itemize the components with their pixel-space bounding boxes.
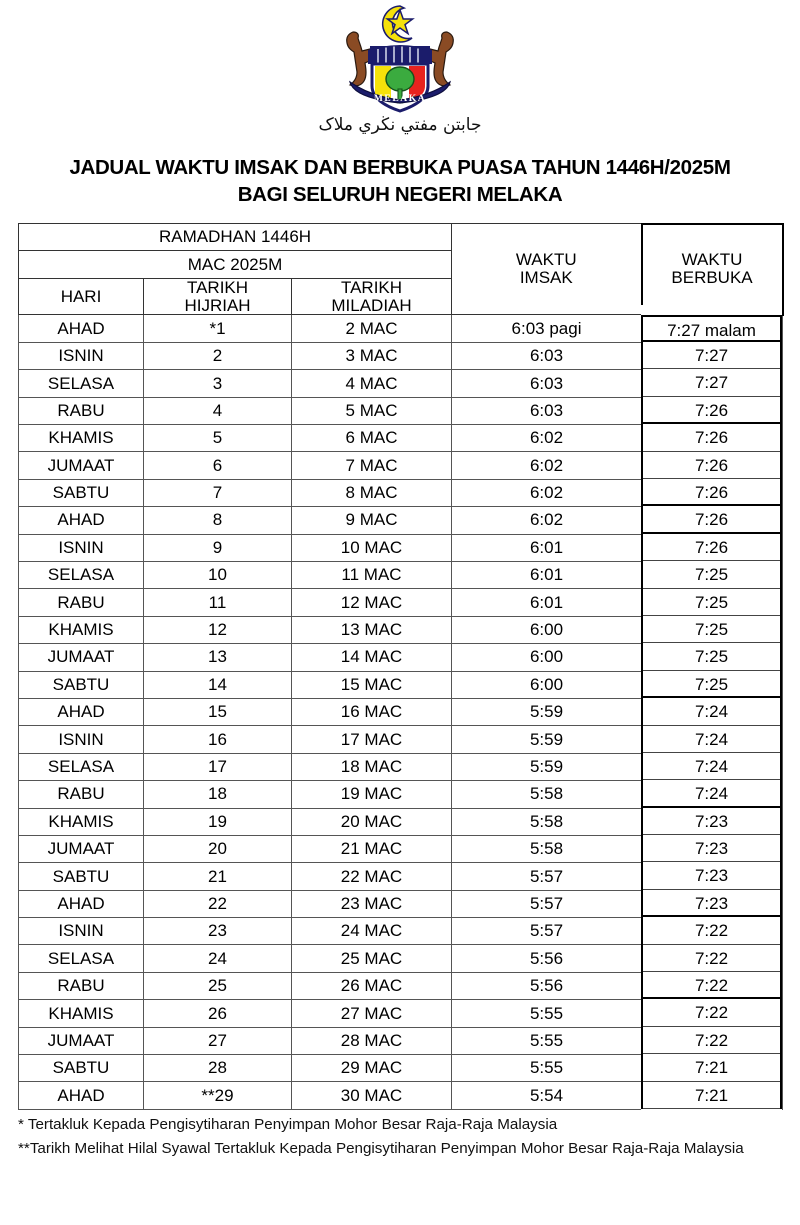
document-header	[0, 0, 800, 134]
cell-tarikh-miladiah: 4 MAC	[292, 370, 452, 397]
cell-waktu-imsak: 6:03 pagi	[452, 315, 642, 342]
cell-tarikh-miladiah: 9 MAC	[292, 507, 452, 534]
cell-hari: ISNIN	[19, 342, 144, 369]
jawi-department-name: جابتن مفتي نڬري ملاک	[318, 115, 482, 135]
melaka-crest-icon	[320, 4, 480, 116]
cell-tarikh-miladiah: 28 MAC	[292, 1027, 452, 1054]
cell-waktu-imsak: 6:02	[452, 452, 642, 479]
cell-hari: AHAD	[19, 1082, 144, 1109]
column-header-waktu-imsak-line2: IMSAK	[519, 268, 573, 288]
cell-tarikh-miladiah: 18 MAC	[292, 753, 452, 780]
cell-tarikh-miladiah: 5 MAC	[292, 397, 452, 424]
cell-waktu-imsak: 6:02	[452, 507, 642, 534]
cell-tarikh-miladiah: 7 MAC	[292, 452, 452, 479]
cell-hari: RABU	[19, 781, 144, 808]
cell-waktu-berbuka: 7:24	[643, 698, 780, 725]
cell-tarikh-hijriah: 11	[144, 589, 292, 616]
cell-hari: KHAMIS	[19, 425, 144, 452]
cell-tarikh-miladiah: 14 MAC	[292, 644, 452, 671]
cell-tarikh-hijriah: *1	[144, 315, 292, 342]
cell-tarikh-miladiah: 24 MAC	[292, 918, 452, 945]
cell-waktu-berbuka: 7:27 malam	[643, 315, 780, 342]
cell-tarikh-hijriah: 26	[144, 1000, 292, 1027]
cell-waktu-berbuka: 7:26	[643, 452, 780, 479]
cell-tarikh-hijriah: 10	[144, 561, 292, 588]
cell-tarikh-miladiah: 25 MAC	[292, 945, 452, 972]
cell-waktu-imsak: 6:01	[452, 589, 642, 616]
cell-hari: RABU	[19, 972, 144, 999]
cell-waktu-berbuka: 7:26	[643, 397, 780, 424]
cell-tarikh-miladiah: 27 MAC	[292, 1000, 452, 1027]
cell-tarikh-hijriah: 20	[144, 835, 292, 862]
cell-tarikh-miladiah: 10 MAC	[292, 534, 452, 561]
cell-hari: JUMAAT	[19, 835, 144, 862]
column-header-tarikh-hijriah-line2: HIJRIAH	[184, 295, 251, 315]
column-header-waktu-berbuka	[642, 224, 783, 315]
footnote-2: **Tarikh Melihat Hilal Syawal Tertakluk Kepada Pengisytiharan Penyimpan Mohor Besar Raja-Raja Malaysia	[18, 1139, 744, 1157]
cell-tarikh-hijriah: 22	[144, 890, 292, 917]
cell-waktu-berbuka: 7:22	[643, 945, 780, 972]
cell-waktu-imsak: 6:02	[452, 425, 642, 452]
cell-tarikh-hijriah: 16	[144, 726, 292, 753]
cell-waktu-imsak: 6:03	[452, 397, 642, 424]
cell-waktu-imsak: 5:58	[452, 781, 642, 808]
cell-waktu-berbuka: 7:26	[643, 534, 780, 561]
cell-waktu-berbuka: 7:27	[643, 342, 780, 369]
cell-waktu-imsak: 6:00	[452, 671, 642, 698]
crest-motto-text: MELAKA	[373, 94, 427, 104]
cell-tarikh-miladiah: 3 MAC	[292, 342, 452, 369]
cell-tarikh-miladiah: 20 MAC	[292, 808, 452, 835]
cell-tarikh-hijriah: 9	[144, 534, 292, 561]
cell-tarikh-hijriah: 17	[144, 753, 292, 780]
cell-hari: RABU	[19, 397, 144, 424]
cell-tarikh-hijriah: **29	[144, 1082, 292, 1109]
cell-tarikh-hijriah: 12	[144, 616, 292, 643]
cell-tarikh-hijriah: 18	[144, 781, 292, 808]
column-header-waktu-imsak-line1: WAKTU	[515, 250, 577, 270]
cell-waktu-berbuka: 7:22	[643, 917, 780, 944]
cell-tarikh-miladiah: 23 MAC	[292, 890, 452, 917]
cell-tarikh-miladiah: 11 MAC	[292, 561, 452, 588]
cell-hari: RABU	[19, 589, 144, 616]
cell-hari: SELASA	[19, 561, 144, 588]
cell-tarikh-miladiah: 22 MAC	[292, 863, 452, 890]
cell-waktu-berbuka: 7:25	[643, 671, 780, 698]
cell-hari: SELASA	[19, 753, 144, 780]
cell-tarikh-miladiah: 21 MAC	[292, 835, 452, 862]
cell-waktu-imsak: 5:58	[452, 835, 642, 862]
cell-tarikh-hijriah: 23	[144, 918, 292, 945]
cell-waktu-imsak: 6:00	[452, 616, 642, 643]
cell-hari: ISNIN	[19, 534, 144, 561]
cell-waktu-berbuka: 7:25	[643, 561, 780, 588]
cell-tarikh-miladiah: 29 MAC	[292, 1055, 452, 1082]
cell-hari: JUMAAT	[19, 1027, 144, 1054]
cell-tarikh-hijriah: 19	[144, 808, 292, 835]
cell-tarikh-miladiah: 19 MAC	[292, 781, 452, 808]
cell-hari: KHAMIS	[19, 808, 144, 835]
cell-waktu-berbuka: 7:23	[643, 890, 780, 917]
cell-tarikh-miladiah: 15 MAC	[292, 671, 452, 698]
footnotes	[18, 1113, 782, 1161]
cell-tarikh-hijriah: 13	[144, 644, 292, 671]
cell-tarikh-hijriah: 6	[144, 452, 292, 479]
column-header-waktu-berbuka-line1: WAKTU	[681, 250, 743, 270]
cell-tarikh-hijriah: 24	[144, 945, 292, 972]
cell-hari: KHAMIS	[19, 616, 144, 643]
cell-hari: SABTU	[19, 671, 144, 698]
cell-waktu-imsak: 6:03	[452, 342, 642, 369]
cell-waktu-berbuka: 7:21	[643, 1082, 780, 1109]
cell-waktu-berbuka: 7:23	[643, 862, 780, 889]
column-header-waktu-imsak	[452, 224, 642, 315]
cell-waktu-imsak: 5:59	[452, 698, 642, 725]
cell-hari: JUMAAT	[19, 452, 144, 479]
column-header-tarikh-hijriah	[144, 278, 292, 315]
cell-waktu-imsak: 5:59	[452, 753, 642, 780]
cell-waktu-berbuka: 7:26	[643, 479, 780, 506]
cell-waktu-imsak: 6:01	[452, 534, 642, 561]
cell-hari: ISNIN	[19, 726, 144, 753]
cell-waktu-imsak: 5:55	[452, 1027, 642, 1054]
cell-hari: JUMAAT	[19, 644, 144, 671]
page-title-line1: JADUAL WAKTU IMSAK DAN BERBUKA PUASA TAHUN 1446H/2025M	[69, 156, 731, 179]
cell-waktu-imsak: 6:01	[452, 561, 642, 588]
column-header-tarikh-miladiah-line2: MILADIAH	[331, 295, 412, 315]
cell-tarikh-hijriah: 8	[144, 507, 292, 534]
cell-hari: AHAD	[19, 315, 144, 342]
cell-tarikh-hijriah: 5	[144, 425, 292, 452]
cell-waktu-berbuka: 7:22	[643, 1027, 780, 1054]
cell-hari: SELASA	[19, 945, 144, 972]
cell-tarikh-hijriah: 2	[144, 342, 292, 369]
cell-hari: AHAD	[19, 507, 144, 534]
cell-hari: ISNIN	[19, 918, 144, 945]
cell-waktu-berbuka: 7:24	[643, 753, 780, 780]
footnote-1: * Tertakluk Kepada Pengisytiharan Penyimpan Mohor Besar Raja-Raja Malaysia	[18, 1115, 558, 1133]
cell-waktu-imsak: 5:56	[452, 972, 642, 999]
cell-tarikh-hijriah: 15	[144, 698, 292, 725]
cell-waktu-imsak: 5:57	[452, 863, 642, 890]
cell-waktu-imsak: 5:55	[452, 1055, 642, 1082]
cell-waktu-berbuka: 7:25	[643, 589, 780, 616]
cell-tarikh-hijriah: 3	[144, 370, 292, 397]
cell-waktu-imsak: 5:55	[452, 1000, 642, 1027]
page-title-line2: BAGI SELURUH NEGERI MELAKA	[237, 183, 563, 207]
cell-tarikh-miladiah: 17 MAC	[292, 726, 452, 753]
cell-tarikh-hijriah: 14	[144, 671, 292, 698]
cell-waktu-imsak: 5:59	[452, 726, 642, 753]
cell-tarikh-miladiah: 12 MAC	[292, 589, 452, 616]
cell-tarikh-miladiah: 8 MAC	[292, 479, 452, 506]
cell-waktu-berbuka: 7:22	[643, 972, 780, 999]
cell-waktu-berbuka: 7:23	[643, 808, 780, 835]
cell-waktu-berbuka: 7:21	[643, 1054, 780, 1081]
cell-tarikh-hijriah: 21	[144, 863, 292, 890]
cell-waktu-imsak: 5:54	[452, 1082, 642, 1109]
cell-waktu-berbuka: 7:24	[643, 726, 780, 753]
table-header	[19, 224, 783, 315]
cell-waktu-imsak: 5:56	[452, 945, 642, 972]
cell-hari: AHAD	[19, 890, 144, 917]
cell-hari: KHAMIS	[19, 1000, 144, 1027]
waktu-berbuka-column	[641, 315, 782, 1109]
cell-waktu-berbuka: 7:22	[643, 999, 780, 1026]
column-header-tarikh-miladiah-line1: TARIKH	[340, 277, 403, 297]
cell-waktu-imsak: 5:58	[452, 808, 642, 835]
cell-waktu-berbuka: 7:25	[643, 643, 780, 670]
cell-tarikh-hijriah: 28	[144, 1055, 292, 1082]
cell-hari: SABTU	[19, 1055, 144, 1082]
cell-waktu-berbuka: 7:26	[643, 424, 780, 451]
cell-hari: SABTU	[19, 863, 144, 890]
cell-tarikh-miladiah: 16 MAC	[292, 698, 452, 725]
column-header-tarikh-hijriah-line1: TARIKH	[186, 277, 249, 297]
cell-tarikh-miladiah: 2 MAC	[292, 315, 452, 342]
cell-waktu-imsak: 6:02	[452, 479, 642, 506]
cell-tarikh-hijriah: 27	[144, 1027, 292, 1054]
page-title	[0, 154, 800, 209]
cell-tarikh-miladiah: 6 MAC	[292, 425, 452, 452]
cell-hari: SELASA	[19, 370, 144, 397]
column-header-hari: HARI	[19, 278, 144, 315]
cell-waktu-berbuka: 7:24	[643, 780, 780, 807]
cell-tarikh-hijriah: 7	[144, 479, 292, 506]
cell-hari: AHAD	[19, 698, 144, 725]
group-header-gregorian: MAC 2025M	[19, 251, 452, 278]
schedule-table-wrapper	[18, 223, 782, 1110]
cell-waktu-berbuka: 7:26	[643, 506, 780, 533]
cell-tarikh-miladiah: 26 MAC	[292, 972, 452, 999]
cell-waktu-imsak: 6:03	[452, 370, 642, 397]
cell-hari: SABTU	[19, 479, 144, 506]
column-header-tarikh-miladiah	[292, 278, 452, 315]
cell-waktu-berbuka: 7:27	[643, 369, 780, 396]
cell-waktu-imsak: 5:57	[452, 918, 642, 945]
cell-tarikh-hijriah: 25	[144, 972, 292, 999]
column-header-waktu-berbuka-line2: BERBUKA	[671, 268, 753, 288]
cell-waktu-imsak: 6:00	[452, 644, 642, 671]
cell-tarikh-miladiah: 30 MAC	[292, 1082, 452, 1109]
cell-waktu-berbuka: 7:25	[643, 616, 780, 643]
cell-tarikh-hijriah: 4	[144, 397, 292, 424]
cell-waktu-imsak: 5:57	[452, 890, 642, 917]
cell-tarikh-miladiah: 13 MAC	[292, 616, 452, 643]
cell-waktu-berbuka: 7:23	[643, 835, 780, 862]
group-header-hijri: RAMADHAN 1446H	[19, 224, 452, 251]
